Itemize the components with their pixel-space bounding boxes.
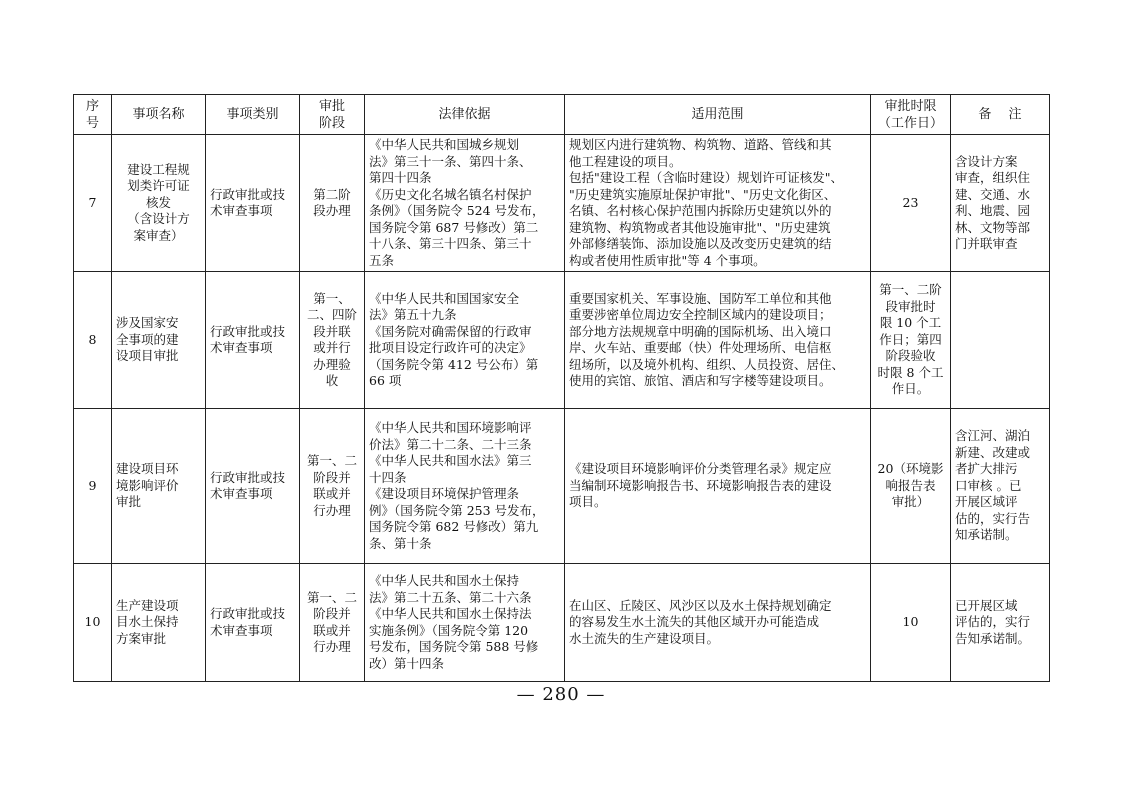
row-no: 8 [74, 272, 112, 409]
row-legal-basis: 《中华人民共和国城乡规划 法》第三十一条、第四十条、 第四十四条 《历史文化名城名镇名村保护 条例》（国务院令 524 号发布， 国务院令第 687 号修改）第二 十八条、第三十四条、第三十 五条 [365, 135, 565, 272]
row-notes: 含江河、湖泊 新建、改建或 者扩大排污 口审核 。已 开展区域评 估的，实行告 知承诺制。 [951, 409, 1050, 564]
row-scope: 在山区、丘陵区、风沙区以及水土保持规划确定 的容易发生水土流失的其他区域开办可能造成 水土流失的生产建设项目。 [565, 564, 871, 682]
table-row [74, 272, 1050, 409]
table-row [74, 409, 1050, 564]
header-time-limit: 审批时限 （工作日） [871, 95, 951, 135]
row-time-limit: 23 [871, 135, 951, 272]
row-item-category: 行政审批或技 术审查事项 [206, 272, 300, 409]
row-item-name: 建设工程规 划类许可证 核发 （含设计方 案审查） [112, 135, 206, 272]
row-item-category: 行政审批或技 术审查事项 [206, 135, 300, 272]
table-header-row [74, 95, 1050, 135]
row-time-limit: 10 [871, 564, 951, 682]
header-item-category: 事项类别 [206, 95, 300, 135]
row-no: 10 [74, 564, 112, 682]
row-notes: 已开展区域 评估的，实行 告知承诺制。 [951, 564, 1050, 682]
header-item-name: 事项名称 [112, 95, 206, 135]
row-item-category: 行政审批或技 术审查事项 [206, 409, 300, 564]
row-approval-stage: 第二阶 段办理 [300, 135, 365, 272]
row-item-category: 行政审批或技 术审查事项 [206, 564, 300, 682]
row-notes [951, 272, 1050, 409]
row-legal-basis: 《中华人民共和国国家安全 法》第五十九条 《国务院对确需保留的行政审 批项目设定行政许可的决定》 （国务院令第 412 号公布）第 66 项 [365, 272, 565, 409]
row-item-name: 建设项目环 境影响评价 审批 [112, 409, 206, 564]
row-scope: 《建设项目环境影响评价分类管理名录》规定应 当编制环境影响报告书、环境影响报告表的建设 项目。 [565, 409, 871, 564]
row-scope: 重要国家机关、军事设施、国防军工单位和其他 重要涉密单位周边安全控制区域内的建设项目； 部分地方法规规章中明确的国际机场、出入境口 岸、火车站、重要邮（快）件处理场所、电信枢 纽场所，以及境外机构、组织、人员投资、居住、 使用的宾馆、旅馆、酒店和写字楼等建设项目。 [565, 272, 871, 409]
row-time-limit: 20（环境影 响报告表 审批） [871, 409, 951, 564]
row-approval-stage: 第一、二 阶段并 联或并 行办理 [300, 564, 365, 682]
row-no: 7 [74, 135, 112, 272]
row-item-name: 生产建设项 目水土保持 方案审批 [112, 564, 206, 682]
row-legal-basis: 《中华人民共和国水土保持 法》第二十五条、第二十六条 《中华人民共和国水土保持法 实施条例》（国务院令第 120 号发布，国务院令第 588 号修 改）第十四条 [365, 564, 565, 682]
table-row [74, 135, 1050, 272]
header-notes: 备 注 [951, 95, 1050, 135]
table-row [74, 564, 1050, 682]
row-time-limit: 第一、二阶 段审批时 限 10 个工 作日；第四 阶段验收 时限 8 个工 作日。 [871, 272, 951, 409]
row-scope: 规划区内进行建筑物、构筑物、道路、管线和其 他工程建设的项目。 包括"建设工程（含临时建设）规划许可证核发"、 "历史建筑实施原址保护审批"、"历史文化街区、 名镇、名村核心保护范围内拆除历史建筑以外的 建筑物、构筑物或者其他设施审批"、"历史建筑 外部修缮装饰、添加设施以及改变历史建筑的结 构或者使用性质审批"等 4 个事项。 [565, 135, 871, 272]
row-item-name: 涉及国家安 全事项的建 设项目审批 [112, 272, 206, 409]
row-approval-stage: 第一、 二、四阶 段并联 或并行 办理验 收 [300, 272, 365, 409]
row-approval-stage: 第一、二 阶段并 联或并 行办理 [300, 409, 365, 564]
header-scope: 适用范围 [565, 95, 871, 135]
row-notes: 含设计方案 审查，组织住 建、交通、水 利、地震、园 林、文物等部 门并联审查 [951, 135, 1050, 272]
row-no: 9 [74, 409, 112, 564]
header-approval-stage: 审批 阶段 [300, 95, 365, 135]
header-no: 序 号 [74, 95, 112, 135]
page-number: — 280 — [516, 684, 606, 705]
header-legal-basis: 法律依据 [365, 95, 565, 135]
approval-items-table [73, 94, 1050, 682]
row-legal-basis: 《中华人民共和国环境影响评 价法》第二十二条、二十三条 《中华人民共和国水法》第三 十四条 《建设项目环境保护管理条 例》（国务院令第 253 号发布， 国务院令第 682 号修改）第九 条、第十条 [365, 409, 565, 564]
